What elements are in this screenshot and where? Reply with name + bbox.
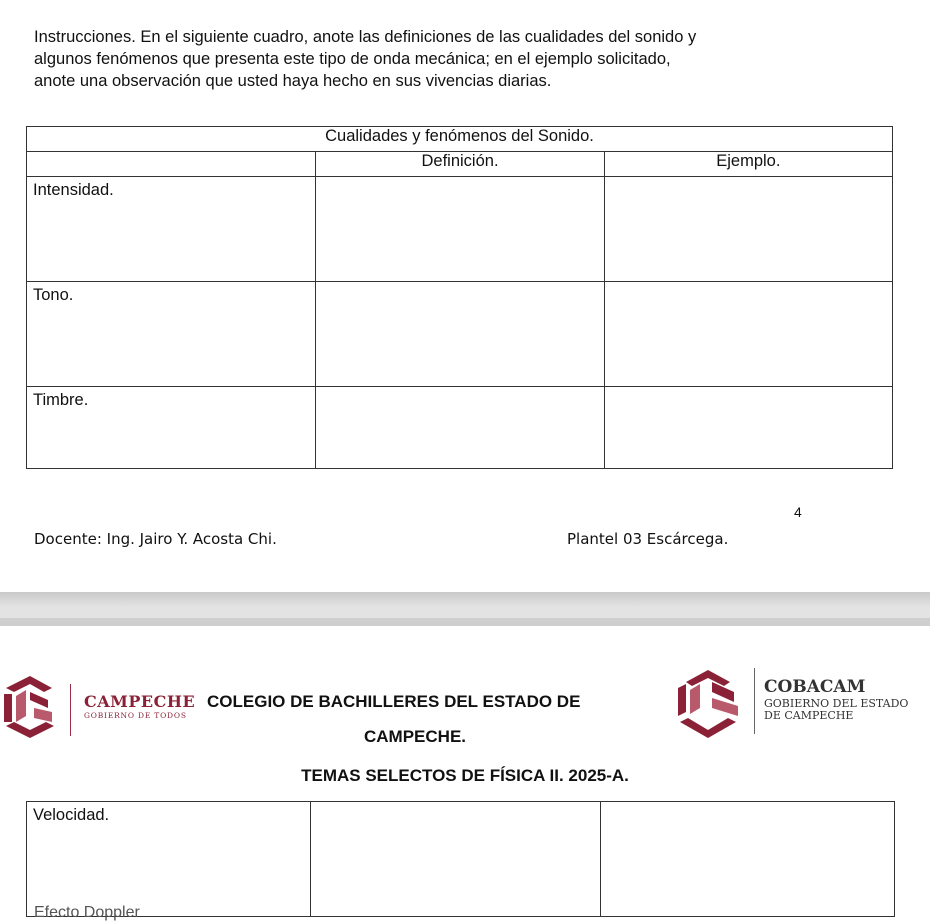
- instructions-line-2: algunos fenómenos que presenta este tipo de onda mecánica; en el ejemplo solicitado,: [34, 50, 671, 68]
- gobierno-line-2: DE CAMPECHE: [764, 709, 854, 722]
- header-example: Ejemplo.: [604, 152, 892, 177]
- example-cell[interactable]: [601, 802, 895, 917]
- definition-cell[interactable]: [316, 282, 604, 387]
- example-cell[interactable]: [604, 387, 892, 469]
- logo-divider: [70, 684, 71, 736]
- table-row: [27, 177, 893, 282]
- footer-campus: Plantel 03 Escárcega.: [567, 530, 729, 548]
- row-label-doppler-cut: Efecto Doppler: [34, 904, 140, 921]
- page-number: 4: [794, 504, 802, 520]
- school-name-line-1: COLEGIO DE BACHILLERES DEL ESTADO DE: [207, 692, 581, 711]
- definition-cell[interactable]: [316, 177, 604, 282]
- header-definition: Definición.: [316, 152, 604, 177]
- sound-qualities-table: [26, 126, 893, 469]
- cobacam-wordmark: COBACAM: [764, 677, 866, 697]
- cobacam-divider: [754, 668, 755, 734]
- definition-cell[interactable]: [316, 387, 604, 469]
- example-cell[interactable]: [604, 282, 892, 387]
- page-break-separator: [0, 592, 930, 626]
- table-title: Cualidades y fenómenos del Sonido.: [27, 127, 893, 152]
- row-label-intensity: Intensidad.: [27, 177, 316, 282]
- cobacam-logo-icon: [672, 668, 744, 742]
- instructions-line-3: anote una observación que usted haya hecho en sus vivencias diarias.: [34, 72, 552, 90]
- instructions: [34, 26, 814, 92]
- gobierno-line-1: GOBIERNO DEL ESTADO: [764, 697, 909, 710]
- definition-cell[interactable]: [310, 802, 601, 917]
- header-empty: [27, 152, 316, 177]
- school-name-line-2: CAMPECHE.: [364, 727, 467, 746]
- example-cell[interactable]: [604, 177, 892, 282]
- table-row: [27, 282, 893, 387]
- campeche-logo-icon: [0, 672, 60, 742]
- campeche-wordmark: CAMPECHE: [84, 692, 196, 711]
- table-row: [27, 387, 893, 469]
- row-label-tone: Tono.: [27, 282, 316, 387]
- row-label-velocity: Velocidad.: [27, 802, 311, 917]
- footer-teacher: Docente: Ing. Jairo Y. Acosta Chi.: [34, 530, 277, 548]
- sound-phenomena-table: [26, 801, 895, 921]
- campeche-tagline: GOBIERNO DE TODOS: [84, 711, 187, 720]
- table-row: [27, 802, 895, 917]
- subject-title: TEMAS SELECTOS DE FÍSICA II. 2025-A.: [301, 766, 629, 785]
- instructions-line-1: Instrucciones. En el siguiente cuadro, anote las definiciones de las cualidades del sonido y: [34, 28, 697, 46]
- row-label-timbre: Timbre.: [27, 387, 316, 469]
